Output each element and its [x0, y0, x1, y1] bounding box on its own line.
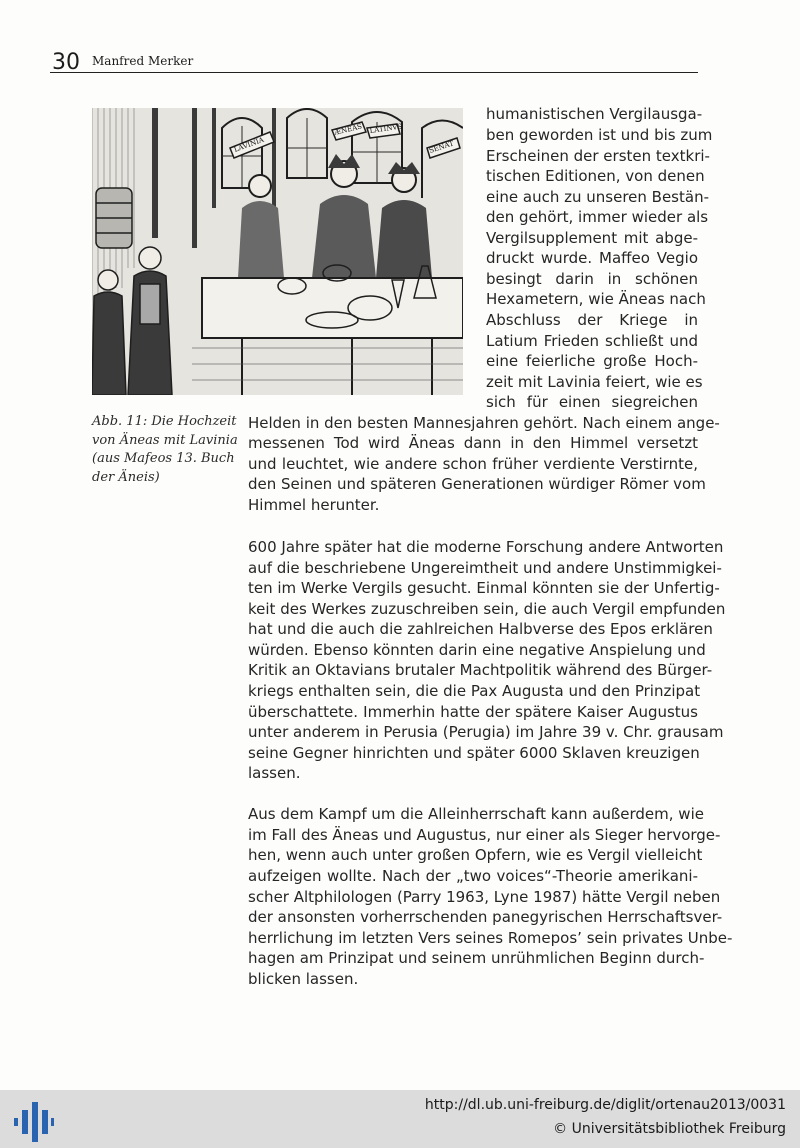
text-line: keit des Werkes zuzuschreiben sein, die auch Vergil empfunden	[248, 600, 726, 618]
text-line: sich für einen siegreichen	[486, 393, 698, 411]
text-line: Hexametern, wie Äneas nach	[486, 290, 706, 308]
text-line: messenen Tod wird Äneas dann in den Himmel versetzt	[248, 434, 698, 452]
figure-caption	[92, 413, 242, 487]
library-footer	[0, 1090, 800, 1148]
text-line: hen, wenn auch unter großen Opfern, wie es Vergil vielleicht	[248, 846, 703, 864]
text-line: humanistischen Vergilausga-	[486, 105, 703, 123]
text-line: den Seinen und späteren Generationen würdiger Römer vom	[248, 475, 706, 493]
text-line: herrlichung im letzten Vers seines Romepos’ sein privates Unbe-	[248, 929, 733, 947]
text-line: aufzeigen wollte. Nach der „two voices“-Theorie amerikani-	[248, 867, 698, 885]
running-head	[50, 48, 698, 73]
text-line: Vergilsupplement mit abge-	[486, 229, 698, 247]
text-line: der ansonsten vorherrschenden panegyrischen Herrschaftsver-	[248, 908, 723, 926]
text-line: scher Altphilologen (Parry 1963, Lyne 1987) hätte Vergil neben	[248, 888, 721, 906]
text-line: den gehört, immer wieder als	[486, 208, 709, 226]
text-line: auf die beschriebene Ungereimtheit und andere Unstimmigkei-	[248, 559, 722, 577]
caption-line: Abb. 11: Die Hochzeit	[92, 414, 237, 429]
caption-line: (aus Mafeos 13. Buch	[92, 451, 235, 466]
text-line: eine feierliche große Hoch-	[486, 352, 698, 370]
text-line: hagen am Prinzipat und seinem unrühmlichen Beginn durch-	[248, 949, 705, 967]
text-line: eine auch zu unseren Bestän-	[486, 188, 709, 206]
text-line: Latium Frieden schließt und	[486, 332, 698, 350]
text-line: und leuchtet, wie andere schon früher verdiente Verstirnte,	[248, 455, 698, 473]
text-line: 600 Jahre später hat die moderne Forschung andere Antworten	[248, 538, 724, 556]
banner-latinus: LATINVS	[369, 122, 403, 135]
text-line: hat und die auch die zahlreichen Halbverse des Epos erklären	[248, 620, 713, 638]
ub-freiburg-logo-icon	[14, 1098, 54, 1142]
text-line: Kritik an Oktavians brutaler Machtpolitik während des Bürger-	[248, 661, 713, 679]
text-line: würden. Ebenso könnten darin eine negative Anspielung und	[248, 641, 706, 659]
text-line: unter anderem in Perusia (Perugia) im Jahre 39 v. Chr. grausam	[248, 723, 724, 741]
text-line: Erscheinen der ersten textkri-	[486, 147, 710, 165]
text-line: lassen.	[248, 764, 301, 782]
text-line: ten im Werke Vergils gesucht. Einmal könnten sie der Unfertig-	[248, 579, 720, 597]
woodcut-illustration	[92, 108, 463, 395]
banner-aeneas: ÆNEAS	[333, 122, 363, 137]
caption-line: der Äneis)	[92, 469, 160, 485]
caption-line: von Äneas mit Lavinia	[92, 432, 238, 448]
banner-lavinia: LAVINIA	[232, 135, 265, 154]
text-line: tischen Editionen, von denen	[486, 167, 705, 185]
running-head-author: Manfred Merker	[92, 54, 194, 68]
page-number: 30	[52, 50, 80, 75]
text-line: zeit mit Lavinia feiert, wie es	[486, 373, 703, 391]
text-line: Helden in den besten Mannesjahren gehört. Nach einem ange-	[248, 414, 720, 432]
text-line: druckt wurde. Maffeo Vegio	[486, 249, 698, 267]
text-line: im Fall des Äneas und Augustus, nur einer als Sieger hervorge-	[248, 826, 721, 844]
text-line: Aus dem Kampf um die Alleinherrschaft kann außerdem, wie	[248, 805, 704, 823]
banner-senat: SENAT	[428, 139, 455, 155]
text-line: blicken lassen.	[248, 970, 359, 988]
text-line: seine Gegner hinrichten und später 6000 Sklaven kreuzigen	[248, 744, 700, 762]
text-line: ben geworden ist und bis zum	[486, 126, 713, 144]
text-line: Himmel herunter.	[248, 496, 380, 514]
text-line: besingt darin in schönen	[486, 270, 698, 288]
text-line: überschattete. Immerhin hatte der spätere Kaiser Augustus	[248, 703, 698, 721]
text-line: kriegs enthalten sein, die die Pax Augusta und den Prinzipat	[248, 682, 701, 700]
digital-library-link[interactable]: http://dl.ub.uni-freiburg.de/diglit/ortenau2013/0031	[424, 1097, 786, 1113]
copyright-notice: © Universitätsbibliothek Freiburg	[553, 1121, 786, 1137]
text-line: Abschluss der Kriege in	[486, 311, 698, 329]
